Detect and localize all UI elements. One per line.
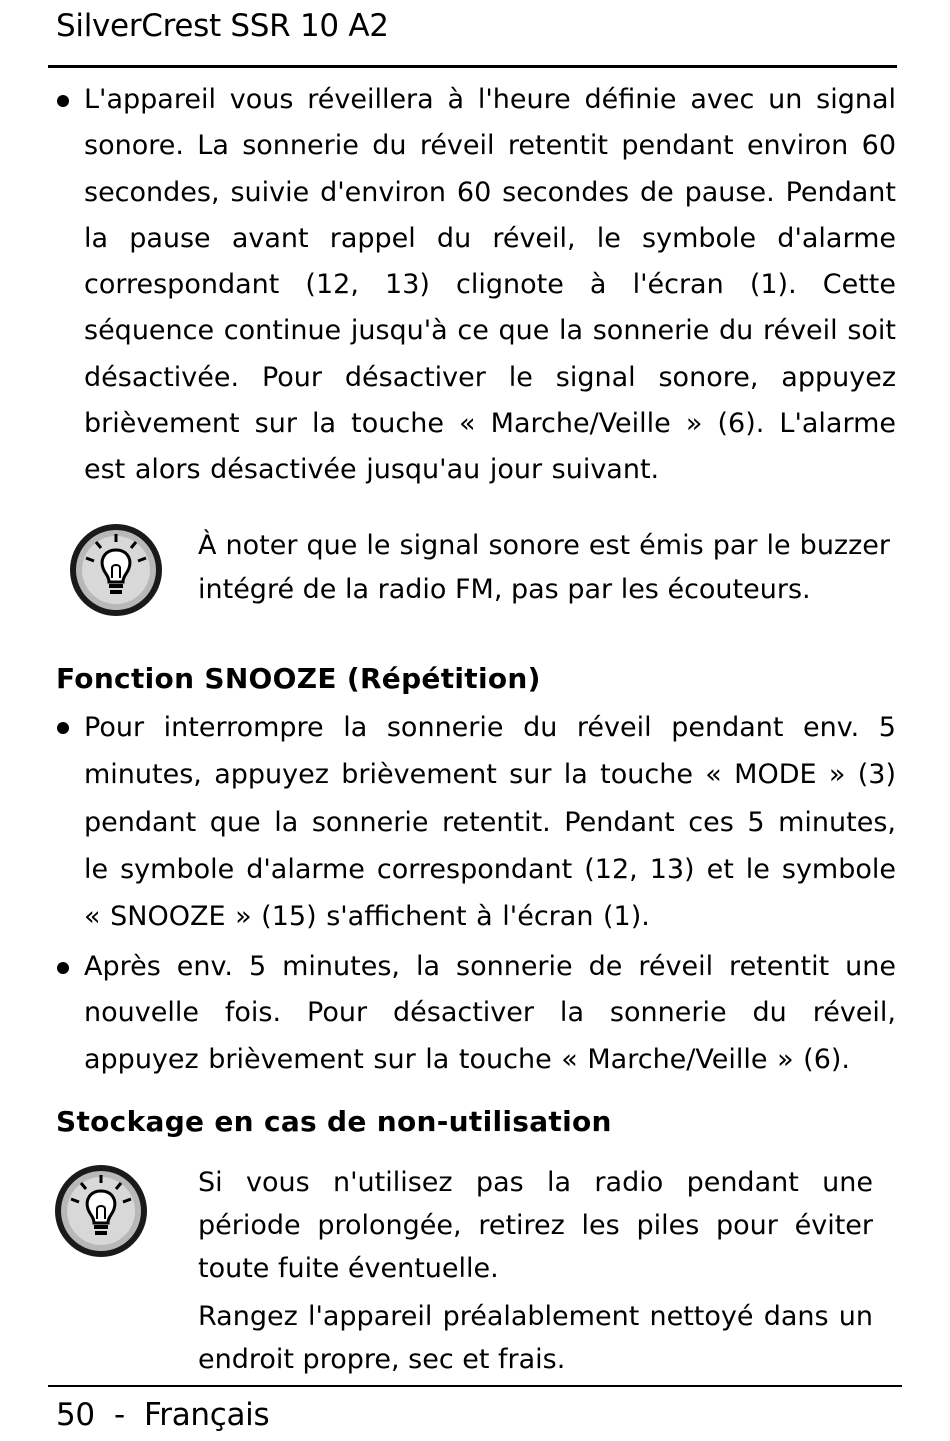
bullet-marker [57, 722, 69, 734]
storage-heading: Stockage en cas de non-utilisation [56, 1105, 612, 1138]
page-header-title: SilverCrest SSR 10 A2 [56, 8, 389, 44]
footer-divider [48, 1385, 902, 1387]
page-number: 50 [56, 1397, 95, 1433]
snooze-paragraph-1: Pour interrompre la sonnerie du réveil pendant env. 5 minutes, appuyez brièvement sur la touche « MODE » (3) pendant que la sonnerie retentit. Pendant ces 5 minutes, le symbole d'alarme correspondant (12, 13) et le symbole « SNOOZE » (15) s'affichent à l'écran (1). [84, 712, 896, 933]
lightbulb-icon [66, 520, 166, 620]
page-footer [56, 1397, 269, 1433]
lightbulb-icon [51, 1161, 151, 1261]
storage-note-batteries: Si vous n'utilisez pas la radio pendant une période prolongée, retirez les piles pour éviter toute fuite éventuelle. [198, 1167, 873, 1284]
alarm-paragraph: L'appareil vous réveillera à l'heure définie avec un signal sonore. La sonnerie du réveil retentit pendant environ 60 secondes, suivie d'environ 60 secondes de pause. Pendant la pause avant rappel du réveil, le symbole d'alarme correspondant (12, 13) clignote à l'écran (1). Cette séquence continue jusqu'à ce que la sonnerie du réveil soit désactivée. Pour désactiver le signal sonore, appuyez brièvement sur la touche « Marche/Veille » (6). L'alarme est alors désactivée jusqu'au jour suivant. [84, 84, 896, 486]
header-divider [48, 65, 897, 68]
footer-language: Français [143, 1397, 270, 1433]
snooze-heading: Fonction SNOOZE (Répétition) [56, 662, 541, 695]
storage-note-location: Rangez l'appareil préalablement nettoyé dans un endroit propre, sec et frais. [198, 1301, 873, 1375]
snooze-paragraph-2: Après env. 5 minutes, la sonnerie de réveil retentit une nouvelle fois. Pour désactiver la sonnerie du réveil, appuyez brièvement sur la touche « Marche/Veille » (6). [84, 951, 896, 1075]
footer-separator: - [113, 1397, 125, 1433]
buzzer-note: À noter que le signal sonore est émis par le buzzer intégré de la radio FM, pas par les écouteurs. [198, 530, 890, 605]
bullet-marker [57, 95, 69, 107]
bullet-marker [57, 962, 69, 974]
